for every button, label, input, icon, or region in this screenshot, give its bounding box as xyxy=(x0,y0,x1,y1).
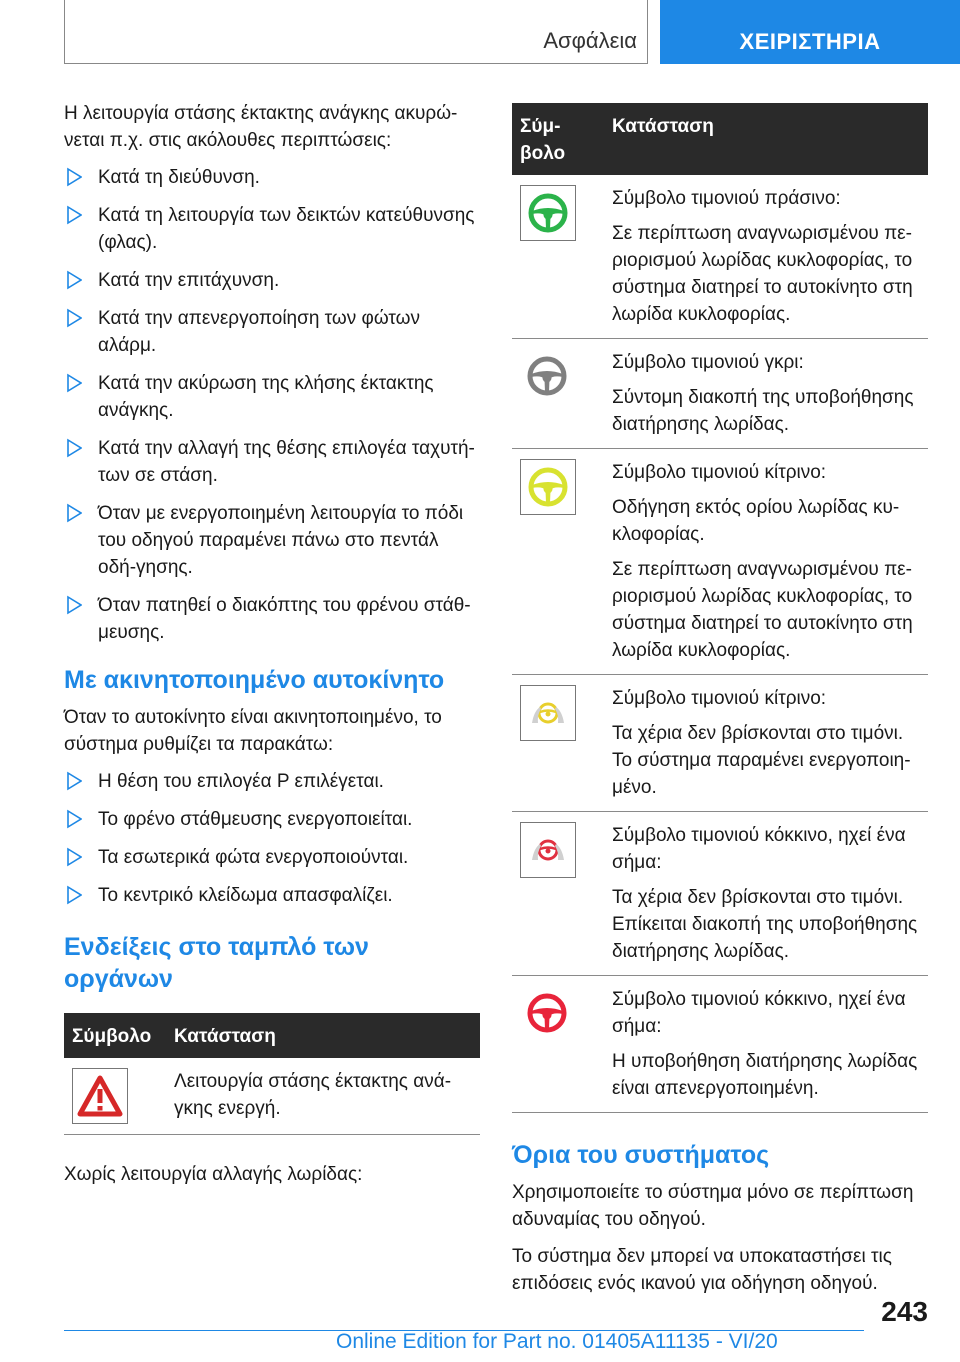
status-title: Σύμβολο τιμονιού κόκκινο, ηχεί ένα σήμα: xyxy=(612,825,906,873)
status-text: Σε περίπτωση αναγνωρισμένου πε-ριορισμού λωρίδας κυκλοφορίας, το σύστημα διατηρεί το αυτοκίνητο στη λωρίδα κυκλοφορίας. xyxy=(612,223,913,325)
right-column xyxy=(512,103,928,1307)
list-item: Το φρένο στάθμευσης ενεργοποιείται. xyxy=(64,806,480,833)
status-text: Σύντομη διακοπή της υποβοήθησης διατήρησης λωρίδας. xyxy=(612,387,914,435)
status-title: Σύμβολο τιμονιού γκρι: xyxy=(612,352,804,373)
page-number: 243 xyxy=(881,1296,928,1327)
hands-on-wheel-yellow-icon xyxy=(520,685,576,741)
bullet-triangle-icon xyxy=(67,809,82,829)
bullet-triangle-icon xyxy=(67,308,82,328)
without-lane-change-label: Χωρίς λειτουργία αλλαγής λωρίδας: xyxy=(64,1164,363,1185)
bullet-triangle-icon xyxy=(67,205,82,225)
list-item: Το κεντρικό κλείδωμα απασφαλίζει. xyxy=(64,882,480,909)
list-item: Όταν με ενεργοποιημένη λειτουργία το πόδι του οδηγού παραμένει πάνω στο πεντάλ οδή-γησης. xyxy=(64,500,480,581)
bullet-triangle-icon xyxy=(67,595,82,615)
limits-paragraph-2: Το σύστημα δεν μπορεί να υποκαταστήσει τις επιδόσεις ενός ικανού για οδήγηση οδηγού. xyxy=(512,1246,892,1294)
table-row xyxy=(512,976,928,1113)
intro-paragraph: Η λειτουργία στάσης έκτακτης ανάγκης ακυρώ-νεται π.χ. στις ακόλουθες περιπτώσεις: xyxy=(64,103,458,151)
list-item: Όταν πατηθεί ο διακόπτης του φρένου στάθ-μευσης. xyxy=(64,592,480,646)
status-text: Οδήγηση εκτός ορίου λωρίδας κυ-κλοφορίας. xyxy=(612,497,900,545)
table-header-row xyxy=(64,1013,480,1058)
limits-paragraph-1: Χρησιμοποιείτε το σύστημα μόνο σε περίπτωση αδυναμίας του οδηγού. xyxy=(512,1182,914,1230)
bullet-triangle-icon xyxy=(67,167,82,187)
bullet-triangle-icon xyxy=(67,885,82,905)
warning-triangle-icon xyxy=(72,1068,128,1124)
heading-limits: Όρια του συστήματος xyxy=(512,1141,770,1169)
status-title: Σύμβολο τιμονιού κίτρινο: xyxy=(612,462,827,483)
col-header-symbol: Σύμβολο xyxy=(64,1013,166,1058)
bullet-triangle-icon xyxy=(67,438,82,458)
status-text: Λειτουργία στάσης έκτακτης ανά-γκης ενεργή. xyxy=(166,1058,480,1135)
left-column xyxy=(64,100,480,1198)
status-text: Τα χέρια δεν βρίσκονται στο τιμόνι. Το σύστημα παραμένει ενεργοποιη-μένο. xyxy=(612,723,911,798)
list-item: Κατά τη διεύθυνση. xyxy=(64,164,480,191)
bullet-triangle-icon xyxy=(67,847,82,867)
bullet-triangle-icon xyxy=(67,503,82,523)
table-row xyxy=(512,339,928,449)
list-item: Κατά την αλλαγή της θέσης επιλογέα ταχυτή-των σε στάση. xyxy=(64,435,480,489)
indicator-table xyxy=(64,1013,480,1135)
footer-edition: Online Edition for Part no. 01405A11135 - VI/20 xyxy=(336,1330,778,1353)
status-text: Η υποβοήθηση διατήρησης λωρίδας είναι απενεργοποιημένη. xyxy=(612,1051,918,1099)
steering-wheel-gray-icon xyxy=(520,349,574,403)
heading-indicators: Ενδείξεις στο ταμπλό των οργάνων xyxy=(64,933,369,993)
steering-wheel-red-icon xyxy=(520,986,574,1040)
col-header-status: Κατάσταση xyxy=(166,1013,480,1058)
status-title: Σύμβολο τιμονιού κίτρινο: xyxy=(612,688,827,709)
col-header-status: Κατάσταση xyxy=(604,103,928,175)
bullet-triangle-icon xyxy=(67,373,82,393)
list-item: Κατά την απενεργοποίηση των φώτων αλάρμ. xyxy=(64,305,480,359)
status-title: Σύμβολο τιμονιού κόκκινο, ηχεί ένα σήμα: xyxy=(612,989,906,1037)
hands-on-wheel-red-icon xyxy=(520,822,576,878)
col-header-symbol: Σύμ-βολο xyxy=(512,103,604,175)
bullet-triangle-icon xyxy=(67,771,82,791)
status-text: Σε περίπτωση αναγνωρισμένου πε-ριορισμού λωρίδας κυκλοφορίας, το σύστημα διατηρεί το αυτοκίνητο στη λωρίδα κυκλοφορίας. xyxy=(612,559,913,661)
list-item: Τα εσωτερικά φώτα ενεργοποιούνται. xyxy=(64,844,480,871)
bullet-triangle-icon xyxy=(67,270,82,290)
table-row xyxy=(512,175,928,339)
list-item: Η θέση του επιλογέα P επιλέγεται. xyxy=(64,768,480,795)
table-row xyxy=(64,1058,480,1135)
lane-assist-table xyxy=(512,103,928,1113)
table-row xyxy=(512,675,928,812)
table-row xyxy=(512,812,928,976)
header-box xyxy=(64,0,648,64)
status-text: Τα χέρια δεν βρίσκονται στο τιμόνι. Επίκειται διακοπή της υποβοήθησης διατήρησης λωρίδας. xyxy=(612,887,918,962)
chapter-tab[interactable]: ΧΕΙΡΙΣΤΗΡΙΑ xyxy=(660,0,960,64)
table-row xyxy=(512,449,928,675)
stationary-intro: Όταν το αυτοκίνητο είναι ακινητοποιημένο, το σύστημα ρυθμίζει τα παρακάτω: xyxy=(64,707,442,755)
steering-wheel-yellow-icon xyxy=(520,459,576,515)
cancel-conditions-list xyxy=(64,164,480,646)
steering-wheel-green-icon xyxy=(520,185,576,241)
heading-stationary: Με ακινητοποιημένο αυτοκίνητο xyxy=(64,666,445,694)
status-title: Σύμβολο τιμονιού πράσινο: xyxy=(612,188,841,209)
table-header-row xyxy=(512,103,928,175)
section-title: Ασφάλεια xyxy=(543,28,637,53)
list-item: Κατά την ακύρωση της κλήσης έκτακτης ανάγκης. xyxy=(64,370,480,424)
list-item: Κατά τη λειτουργία των δεικτών κατεύθυνσης (φλας). xyxy=(64,202,480,256)
stationary-actions-list xyxy=(64,768,480,909)
list-item: Κατά την επιτάχυνση. xyxy=(64,267,480,294)
